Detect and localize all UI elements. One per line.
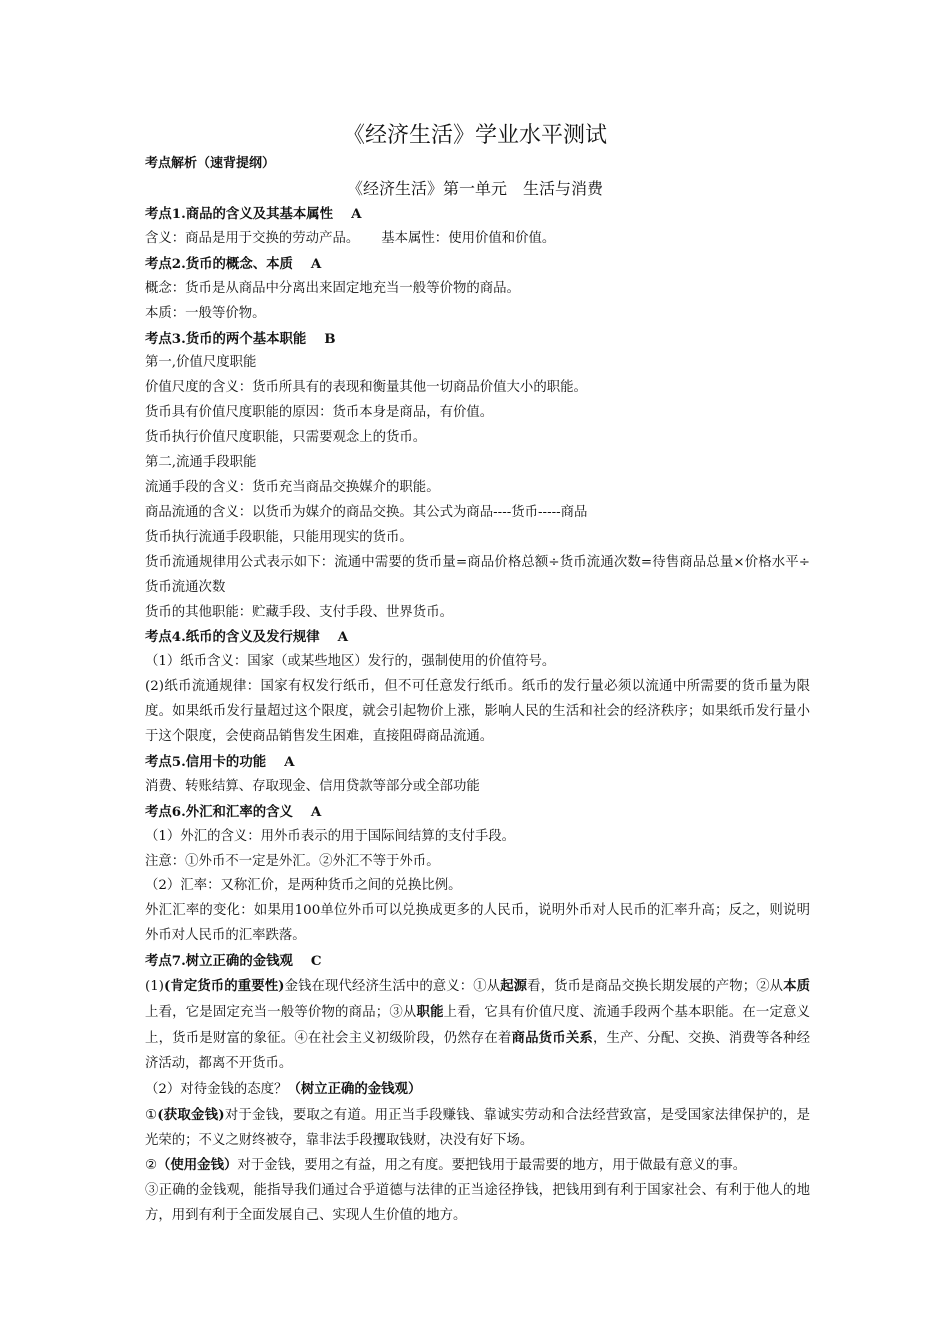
section-heading: 考点7.树立正确的金钱观 C <box>145 949 810 974</box>
document-title: 《经济生活》学业水平测试 <box>342 123 607 148</box>
level-badge: A <box>337 629 349 646</box>
paragraph: (1)(肯定货币的重要性)金钱在现代经济生活中的意义：①从起源看，货币是商品交换长期发展的产物；②从本质上看，它是固定充当一般等价物的商品；③从职能上看，它具有价值尺度、流通手段两个基本职能。在一定意义上，货币是财富的象征。④在社会主义初级阶段，仍然存在着商品货币关系，生产、分配、交换、消费等各种经济活动，都离不开货币。 <box>145 978 811 1071</box>
paragraph: 第一,价值尺度职能 <box>145 355 257 371</box>
paragraph: 外汇汇率的变化：如果用100单位外币可以兑换成更多的人民币，说明外币对人民币的汇率升高；反之，则说明外币对人民币的汇率跌落。 <box>145 903 810 944</box>
paragraph: 价值尺度的含义：货币所具有的表现和衡量其他一切商品价值大小的职能。 <box>145 380 587 396</box>
document-body <box>145 202 810 1229</box>
paragraph: (2)纸币流通规律：国家有权发行纸币，但不可任意发行纸币。纸币的发行量必须以流通中所需要的货币量为限度。如果纸币发行量超过这个限度，就会引起物价上涨，影响人民的生活和社会的经济秩序；如果纸币发行量小于这个限度，会使商品销售发生困难，直接阻碍商品流通。 <box>145 679 810 745</box>
paragraph: 货币执行流通手段职能，只能用现实的货币。 <box>145 529 413 545</box>
unit-title: 《经济生活》第一单元 生活与消费 <box>346 179 603 198</box>
level-badge: C <box>310 953 322 970</box>
section-heading: 考点1.商品的含义及其基本属性 A <box>145 202 810 227</box>
section-heading: 考点3.货币的两个基本职能 B <box>145 327 810 352</box>
section-heading: 考点5.信用卡的功能 A <box>145 750 810 775</box>
level-badge: B <box>324 330 336 347</box>
paragraph: ②（使用金钱）对于金钱，要用之有益，用之有度。要把钱用于最需要的地方，用于做最有意义的事。 <box>145 1157 747 1174</box>
level-badge: A <box>310 255 322 272</box>
paragraph: 注意：①外币不一定是外汇。②外汇不等于外币。 <box>145 853 440 869</box>
paragraph: ③正确的金钱观，能指导我们通过合乎道德与法律的正当途径挣钱，把钱用到有利于国家社会、有利于他人的地方，用到有利于全面发展自己、实现人生价值的地方。 <box>145 1183 810 1224</box>
section-heading: 考点6.外汇和汇率的含义 A <box>145 800 810 825</box>
paragraph: 流通手段的含义：货币充当商品交换媒介的职能。 <box>145 479 440 495</box>
level-badge: A <box>351 206 362 222</box>
paragraph: 第二,流通手段职能 <box>145 455 257 471</box>
paragraph: 概念：货币是从商品中分离出来固定地充当一般等价物的商品。 <box>145 280 520 296</box>
paragraph: 货币具有价值尺度职能的原因：货币本身是商品，有价值。 <box>145 405 494 421</box>
paragraph: ①(获取金钱)对于金钱，要取之有道。用正当手段赚钱、靠诚实劳动和合法经营致富，是受国家法律保护的，是光荣的；不义之财终被夺，靠非法手段攫取钱财，决没有好下场。 <box>145 1106 810 1148</box>
paragraph: 本质：一般等价物。 <box>145 305 266 321</box>
paragraph: （1）外汇的含义：用外币表示的用于国际间结算的支付手段。 <box>145 828 516 844</box>
paragraph: （1）纸币含义：国家（或某些地区）发行的，强制使用的价值符号。 <box>145 654 556 670</box>
paragraph: 货币执行价值尺度职能，只需要观念上的货币。 <box>145 430 427 446</box>
paragraph: 含义：商品是用于交换的劳动产品。 基本属性：使用价值和价值。 <box>145 230 556 246</box>
paragraph: （2）对待金钱的态度？（树立正确的金钱观） <box>145 1080 422 1097</box>
paragraph: （2）汇率：又称汇价，是两种货币之间的兑换比例。 <box>145 878 462 894</box>
paragraph: 货币流通规律用公式表示如下：流通中需要的货币量=商品价格总额÷货币流通次数=待售商品总量×价格水平÷货币流通次数 <box>145 554 810 595</box>
paragraph: 货币的其他职能：贮藏手段、支付手段、世界货币。 <box>145 604 453 620</box>
paragraph: 商品流通的含义：以货币为媒介的商品交换。其公式为商品----货币-----商品 <box>145 504 588 520</box>
paragraph: 消费、转账结算、存取现金、信用贷款等部分或全部功能 <box>145 778 480 794</box>
section-heading: 考点4.纸币的含义及发行规律 A <box>145 625 810 650</box>
level-badge: A <box>310 803 322 820</box>
level-badge: A <box>284 753 295 770</box>
section-heading: 考点2.货币的概念、本质 A <box>145 252 810 277</box>
document-subtitle: 考点解析（速背提纲） <box>145 156 276 171</box>
